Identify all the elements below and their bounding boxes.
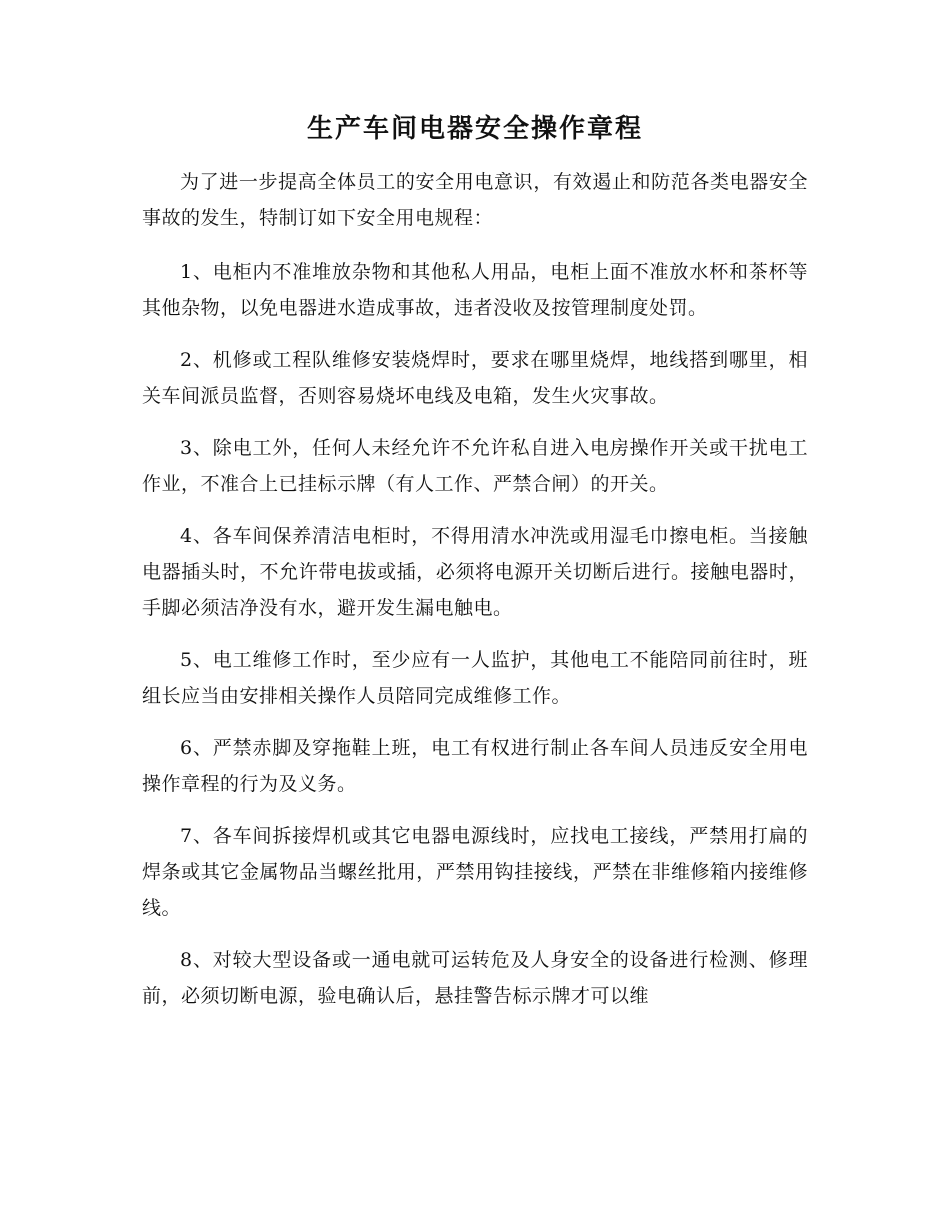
rule-paragraph-6: 6、严禁赤脚及穿拖鞋上班，电工有权进行制止各车间人员违反安全用电操作章程的行为及义务。: [142, 737, 808, 795]
rule-paragraph-3: 3、除电工外，任何人未经允许不允许私自进入电房操作开关或干扰电工作业，不准合上已挂标示牌（有人工作、严禁合闸）的开关。: [142, 437, 808, 495]
rule-paragraph-4: 4、各车间保养清洁电柜时，不得用清水冲洗或用湿毛巾擦电柜。当接触电器插头时，不允许带电拔或插，必须将电源开关切断后进行。接触电器时，手脚必须洁净没有水，避开发生漏电触电。: [142, 525, 808, 619]
document-body: [142, 164, 808, 1030]
rule-paragraph-8: 8、对较大型设备或一通电就可运转危及人身安全的设备进行检测、修理前，必须切断电源，验电确认后，悬挂警告标示牌才可以维: [142, 949, 808, 1007]
rule-paragraph-5: 5、电工维修工作时，至少应有一人监护，其他电工不能陪同前往时，班组长应当由安排相关操作人员陪同完成维修工作。: [142, 649, 808, 707]
rule-paragraph-7: 7、各车间拆接焊机或其它电器电源线时，应找电工接线，严禁用打扁的焊条或其它金属物品当螺丝批用，严禁用钩挂接线，严禁在非维修箱内接维修线。: [142, 825, 808, 919]
document-title: 生产车间电器安全操作章程: [306, 114, 643, 144]
rule-paragraph-1: 1、电柜内不准堆放杂物和其他私人用品，电柜上面不准放水杯和茶杯等其他杂物，以免电器进水造成事故，违者没收及按管理制度处罚。: [142, 261, 808, 319]
rule-paragraph-2: 2、机修或工程队维修安装烧焊时，要求在哪里烧焊，地线搭到哪里，相关车间派员监督，否则容易烧坏电线及电箱，发生火灾事故。: [142, 349, 808, 407]
intro-paragraph: 为了进一步提高全体员工的安全用电意识，有效遏止和防范各类电器安全事故的发生，特制订如下安全用电规程：: [142, 171, 808, 229]
